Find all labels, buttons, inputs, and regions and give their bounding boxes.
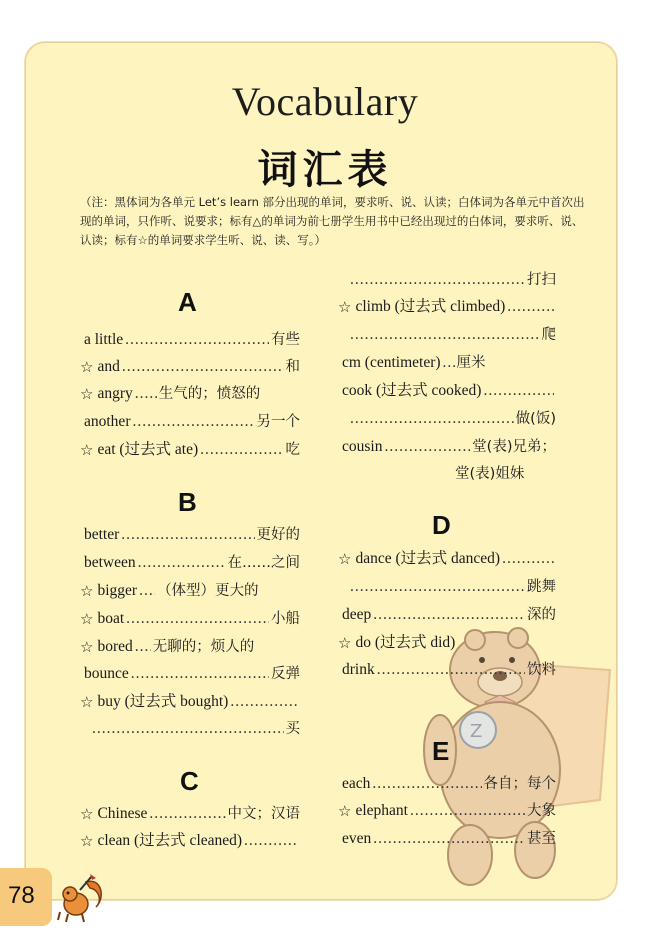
svg-text:Z: Z (470, 721, 483, 742)
page-number: 78 (8, 882, 35, 909)
vocab-row: ☆ bigger ..... （体型）更大的 (80, 578, 300, 604)
vocab-row-continuation: 堂(表)姐妹 (455, 466, 525, 482)
instruction-note: （注：黑体词为各单元 Let’s learn 部分出现的单词，要求听、说、认读；白体词为各单元中首次出现的单词，只作听、说要求；标有△的单词为前七册学生用书中已经出现过的白体词，要求听、说、认读；标有☆的单词要求学生听、说、读、写。） (80, 195, 585, 247)
squirrel-icon (56, 872, 106, 924)
section-letter-b: B (178, 487, 197, 517)
vocab-row: ☆ buy (过去式 bought) ..... (80, 689, 300, 715)
vocab-row: cook (过去式 cooked) ..... (338, 378, 556, 404)
vocab-row: ☆ dance (过去式 danced) ..... (338, 546, 556, 572)
vocab-row: ☆ clean (过去式 cleaned) ..... (80, 828, 300, 854)
vocab-row: drink ..... 饮料 (338, 657, 556, 683)
vocab-row: ..... 做(饭) (344, 406, 556, 432)
vocab-row: ☆ elephant ..... 大象 (338, 798, 556, 824)
vocab-row: deep ..... 深的 (338, 602, 556, 628)
vocab-row: even ..... 甚至 (338, 826, 556, 852)
vocab-row: cm (centimeter) ..... 厘米 (338, 350, 556, 376)
vocab-row: cousin ..... 堂(表)兄弟； (338, 434, 556, 460)
vocab-row: ☆ eat (过去式 ate) ..... 吃 (80, 437, 300, 463)
vocab-row: ☆ and ..... 和 (80, 354, 300, 380)
vocab-row: ☆ climb (过去式 climbed) ..... (338, 294, 556, 320)
vocab-row: ☆ angry ..... 生气的；愤怒的 (80, 381, 300, 407)
vocab-row: ..... 买 (86, 716, 300, 742)
vocab-row: better ..... 更好的 (80, 522, 300, 548)
vocab-row: a little ..... 有些 (80, 327, 300, 353)
vocab-row: ..... 跳舞 (344, 574, 556, 600)
vocab-row: ..... 打扫 (344, 267, 556, 293)
vocab-row: bounce ..... 反弹 (80, 661, 300, 687)
section-letter-e: E (432, 736, 450, 766)
vocab-row: another ..... 另一个 (80, 409, 300, 435)
vocab-row: ☆ Chinese ..... 中文；汉语 (80, 801, 300, 827)
vocab-row: ☆ do (过去式 did) (338, 634, 456, 652)
section-letter-c: C (180, 766, 199, 796)
page-title-english: Vocabulary (231, 79, 419, 124)
vocab-row: ..... 爬 (344, 322, 556, 348)
vocab-row: each ..... 各自；每个 (338, 771, 556, 797)
page-title-chinese: 词汇表 (257, 147, 393, 193)
vocab-row: ☆ boat ..... 小船 (80, 606, 300, 632)
vocab-row: ☆ bored ..... 无聊的；烦人的 (80, 634, 300, 660)
section-letter-a: A (178, 287, 197, 317)
section-letter-d: D (432, 510, 451, 540)
vocab-row: between ..... 在……之间 (80, 550, 300, 576)
